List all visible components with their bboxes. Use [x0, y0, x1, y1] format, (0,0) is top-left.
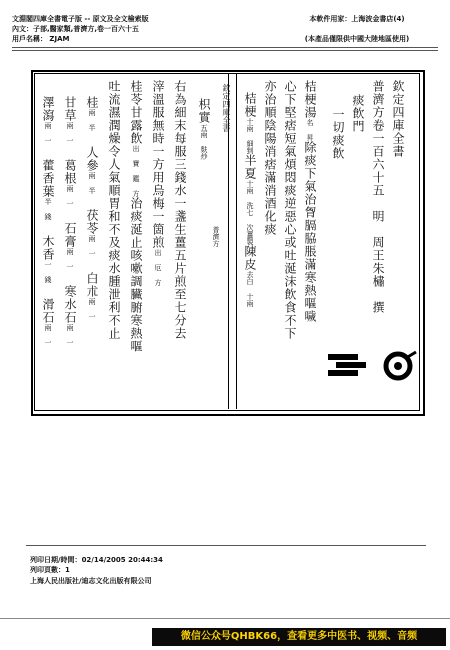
column-17-note-3: 一 錢: [44, 261, 52, 283]
fold-title: 欽定四庫全書: [222, 84, 231, 132]
column-15-note-3: 兩 一: [88, 235, 96, 257]
column-14: 吐流濕潤燥令人氣順胃和不及痰水腫泄利不止: [107, 80, 121, 340]
column-13-text: 桂苓甘露飲: [129, 80, 143, 145]
column-15-text-3: 茯苓: [85, 209, 99, 235]
header-right: [272, 14, 442, 44]
footer-print-time-label: 列印日期/時間：: [30, 556, 82, 564]
column-13-text-2: 治痰涎止咳嗽調臟腑寒熱嘔: [129, 197, 143, 353]
footer-divider: [26, 545, 426, 546]
footer-page-label: 列印頁數：: [30, 566, 65, 574]
column-8: [242, 92, 257, 307]
column-title: 欽定四庫全書: [391, 80, 405, 158]
column-16-note-3: 兩 一: [66, 248, 74, 270]
column-12: [150, 80, 165, 286]
seal-logo-icon: [378, 350, 418, 382]
column-8-text-3: 陳皮: [243, 245, 257, 271]
column-17-note-2: 半 錢: [44, 198, 52, 220]
column-17: [40, 96, 55, 346]
column-section: 痰飲門: [351, 94, 365, 133]
fold-label: [222, 84, 231, 132]
column-5-text: 桔梗湯: [303, 80, 317, 119]
column-15-text-4: 白朮: [85, 272, 99, 298]
column-15-note-2: 兩 半: [88, 172, 96, 194]
column-15-text: 桂: [85, 96, 99, 109]
column-15-note-4: 兩 一: [88, 298, 96, 320]
footer-print-time-value: 02/14/2005 20:44:34: [81, 556, 163, 564]
publisher-logo-icon: [326, 350, 370, 380]
column-5-text-2: 除痰下氣治胷膈脇脹滿寒熱嘔噦: [303, 141, 317, 323]
column-6: 心下堅痞短氣煩悶痰逆惡心或吐涎沫飲食不下: [283, 80, 297, 340]
column-15-text-2: 人參: [85, 146, 99, 172]
column-5: [302, 80, 317, 323]
footer-page: [30, 565, 70, 575]
column-17-text: 澤瀉: [41, 96, 55, 122]
header-divider-2: [12, 50, 438, 51]
column-10-text: 枳實: [197, 98, 211, 124]
column-15: [84, 96, 99, 320]
header-region-note: (本產品僅限供中國大陸地區使用): [304, 35, 410, 43]
column-17-text-3: 木香: [41, 235, 55, 261]
column-8-text-2: 半夏: [243, 154, 257, 180]
column-13-note: 出 寶 鑑 方: [132, 145, 140, 197]
column-15-note: 兩 半: [88, 109, 96, 131]
column-16-note: 兩 一: [66, 122, 74, 144]
column-5-note: 名 昇: [306, 119, 314, 141]
column-17-text-4: 滑石: [41, 298, 55, 324]
column-8-note-3: 去白 十兩: [246, 271, 254, 307]
header-divider: [12, 47, 438, 48]
header-licensee: 本軟件用家：上海波金書店(4): [309, 15, 405, 23]
column-12-note: 出 厄 方: [154, 249, 162, 286]
column-8-note-2: 十兩 洗七 次薑製: [246, 180, 254, 245]
column-11: 右為細末每服三錢水一盞生薑五片煎至七分去: [173, 80, 187, 340]
column-16-text: 甘草: [63, 96, 77, 122]
header-left: [12, 14, 149, 44]
column-10-note: 五兩 麩炒: [200, 124, 208, 160]
footer-print-time: [30, 555, 163, 565]
column-12-text: 滓溫服無時一方用烏梅一箇煎: [151, 80, 165, 249]
column-17-text-2: 藿香葉: [41, 159, 55, 198]
column-subsection: 一切痰飲: [331, 108, 345, 160]
promo-banner[interactable]: 微信公众号QHBK66，查看更多中医书、视频、音频: [152, 628, 446, 646]
fold-book-name: 普濟方: [212, 226, 220, 247]
column-16-text-2: 葛根: [63, 159, 77, 185]
column-7: 亦治順陰陽消痞滿消酒化痰: [263, 80, 277, 236]
column-10: [196, 98, 211, 160]
page-break-rule: [0, 618, 450, 619]
center-fold-rule-2: [236, 73, 237, 409]
column-17-note: 兩 一: [44, 122, 52, 144]
footer-publisher: 上海人民出版社/迪志文化出版有限公司: [30, 577, 152, 585]
column-8-text: 桔梗: [243, 92, 257, 118]
header-content-line: 內文：子部,醫家類,普濟方,卷一百六十五: [12, 25, 139, 33]
column-8-note: 十兩 細剉: [246, 118, 254, 154]
column-16-note-4: 兩 一: [66, 324, 74, 346]
column-16: [62, 96, 77, 346]
column-volume: 普濟方卷一百六十五 明 周王朱橚 撰: [371, 80, 385, 314]
column-16-text-4: 寒水石: [63, 285, 77, 324]
footer-page-value: 1: [65, 566, 70, 574]
column-13: [128, 80, 143, 353]
header-user-line: 用戶名稱： ZJAM: [12, 35, 70, 43]
header-title-line: 文淵閣四庫全書電子版 -- 原文及全文檢索版: [12, 15, 149, 23]
column-17-note-4: 兩 一: [44, 324, 52, 346]
column-16-text-3: 石膏: [63, 222, 77, 248]
column-16-note-2: 兩 一: [66, 185, 74, 207]
